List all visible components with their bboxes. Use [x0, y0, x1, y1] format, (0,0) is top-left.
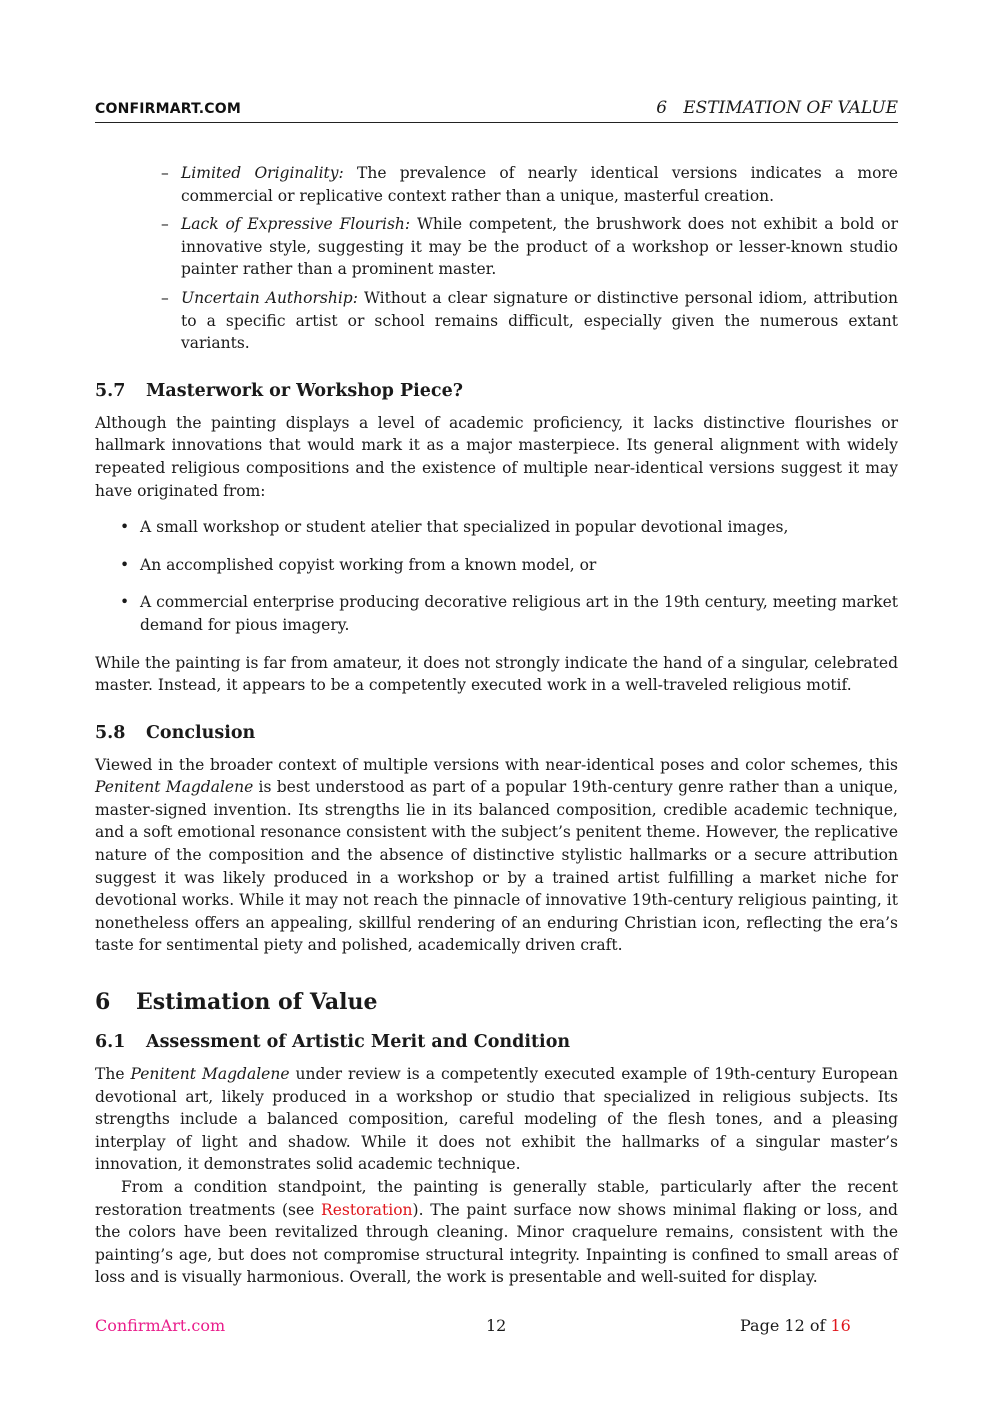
footer-site-link[interactable]: ConfirmArt.com: [95, 1316, 226, 1335]
text-run: The: [95, 1065, 131, 1084]
page-content: [95, 162, 898, 1289]
text-run: is best understood as part of a popular 19th-century genre rather than a unique, master-signed invention. Its strengths lie in its balanced composition, credible academic technique, and a soft emotional resonance consistent with the subject’s penitent theme. However, the replicative nature of the composition and the absence of distinctive stylistic hallmarks or a secure attribution suggest it was likely produced in a workshop or by a trained artist fulfilling a market niche for devotional works. While it may not reach the pinnacle of innovative 19th-century religious painting, it nonetheless offers an appealing, skillful rendering of an enduring Christian icon, reflecting the era’s taste for sentimental piety and polished, academically driven craft.: [95, 778, 898, 955]
section-title: Masterwork or Workshop Piece?: [146, 380, 463, 401]
chapter-number: 6: [95, 989, 111, 1016]
section-number: 5.8: [95, 722, 126, 743]
paragraph: Although the painting displays a level of academic proficiency, it lacks distinctive flourishes or hallmark innovations that would mark it as a major masterpiece. Its general alignment with widely repeated religious compositions and the existence of multiple near-identical versions suggest it may have originated from:: [95, 413, 898, 500]
page-number: 12: [486, 1316, 507, 1335]
text-run: From a condition standpoint, the painting is generally stable, particularly after the recent restoration treatments (see: [95, 1178, 898, 1219]
list-item: [181, 213, 898, 281]
text-run: Viewed in the broader context of multiple versions with near-identical poses and color schemes, this: [95, 755, 898, 774]
list-item-text: Without a clear signature or distinctive personal idiom, attribution to a specific artist or school remains difficult, especially given the numerous extant variants.: [181, 288, 898, 353]
list-item: • A small workshop or student atelier that specialized in popular devotional images,: [140, 516, 898, 539]
weakness-list: [181, 162, 898, 355]
list-item: [181, 162, 898, 207]
list-item-term: Limited Originality:: [181, 164, 344, 182]
page-counter: [740, 1316, 851, 1335]
text-run: ). The paint surface now shows minimal flaking or loss, and the colors have been revitalized through cleaning. Minor craquelure remains, consistent with the painting’s age, but does not compromise structural integrity. Inpainting is confined to small areas of loss and is visually harmonious. Overall, the work is presentable and well-suited for display.: [95, 1200, 898, 1287]
list-item: • A commercial enterprise producing decorative religious art in the 19th century, meeting market demand for pious imagery.: [140, 591, 898, 636]
page-footer: [95, 1316, 898, 1340]
origin-bullet-list: [140, 516, 898, 636]
paragraph: [95, 754, 898, 957]
list-item-term: Uncertain Authorship:: [181, 288, 358, 307]
list-item: • An accomplished copyist working from a known model, or: [140, 554, 898, 577]
emphasized-title: Penitent Magdalene: [95, 778, 254, 797]
text-run: under review is a competently executed example of 19th-century European devotional art, likely produced in a workshop or studio that specialized in religious subjects. Its strengths include a balanced composition, careful modeling of the flesh tones, and a pleasing interplay of light and shadow. While it does not exhibit the hallmarks of a singular master’s innovation, it demonstrates solid academic technique.: [95, 1065, 899, 1174]
restoration-link[interactable]: Restoration: [321, 1200, 413, 1219]
list-item-term: Lack of Expressive Flourish:: [181, 215, 411, 234]
list-item: [181, 287, 898, 355]
section-title: Conclusion: [146, 722, 256, 743]
section-heading-5-8: [95, 721, 898, 745]
section-number: 5.7: [95, 380, 126, 401]
running-section-title: 6 ESTIMATION OF VALUE: [656, 98, 898, 118]
total-pages-link[interactable]: 16: [830, 1316, 851, 1335]
site-logo: CONFIRMART.COM: [95, 101, 242, 117]
section-number: 6.1: [95, 1032, 126, 1053]
paragraph: While the painting is far from amateur, it does not strongly indicate the hand of a singular, celebrated master. Instead, it appears to be a competently executed work in a well-traveled religious motif.: [95, 653, 898, 695]
page-counter-label: Page 12 of: [740, 1316, 831, 1335]
paragraph: [95, 1176, 898, 1289]
page-header: [95, 98, 898, 123]
section-heading-6-1: [95, 1030, 898, 1054]
list-item-text: The prevalence of nearly identical versions indicates a more commercial or replicative context rather than a unique, masterful creation.: [181, 164, 898, 205]
paragraph: [95, 1063, 898, 1176]
section-heading-5-7: [95, 379, 898, 403]
chapter-heading-6: [95, 988, 898, 1016]
emphasized-title: Penitent Magdalene: [130, 1065, 290, 1084]
section-title: Assessment of Artistic Merit and Condition: [146, 1032, 571, 1053]
list-item-text: While competent, the brushwork does not exhibit a bold or innovative style, suggesting it may be the product of a workshop or lesser-known studio painter rather than a prominent master.: [181, 215, 899, 279]
chapter-title: Estimation of Value: [136, 989, 378, 1016]
